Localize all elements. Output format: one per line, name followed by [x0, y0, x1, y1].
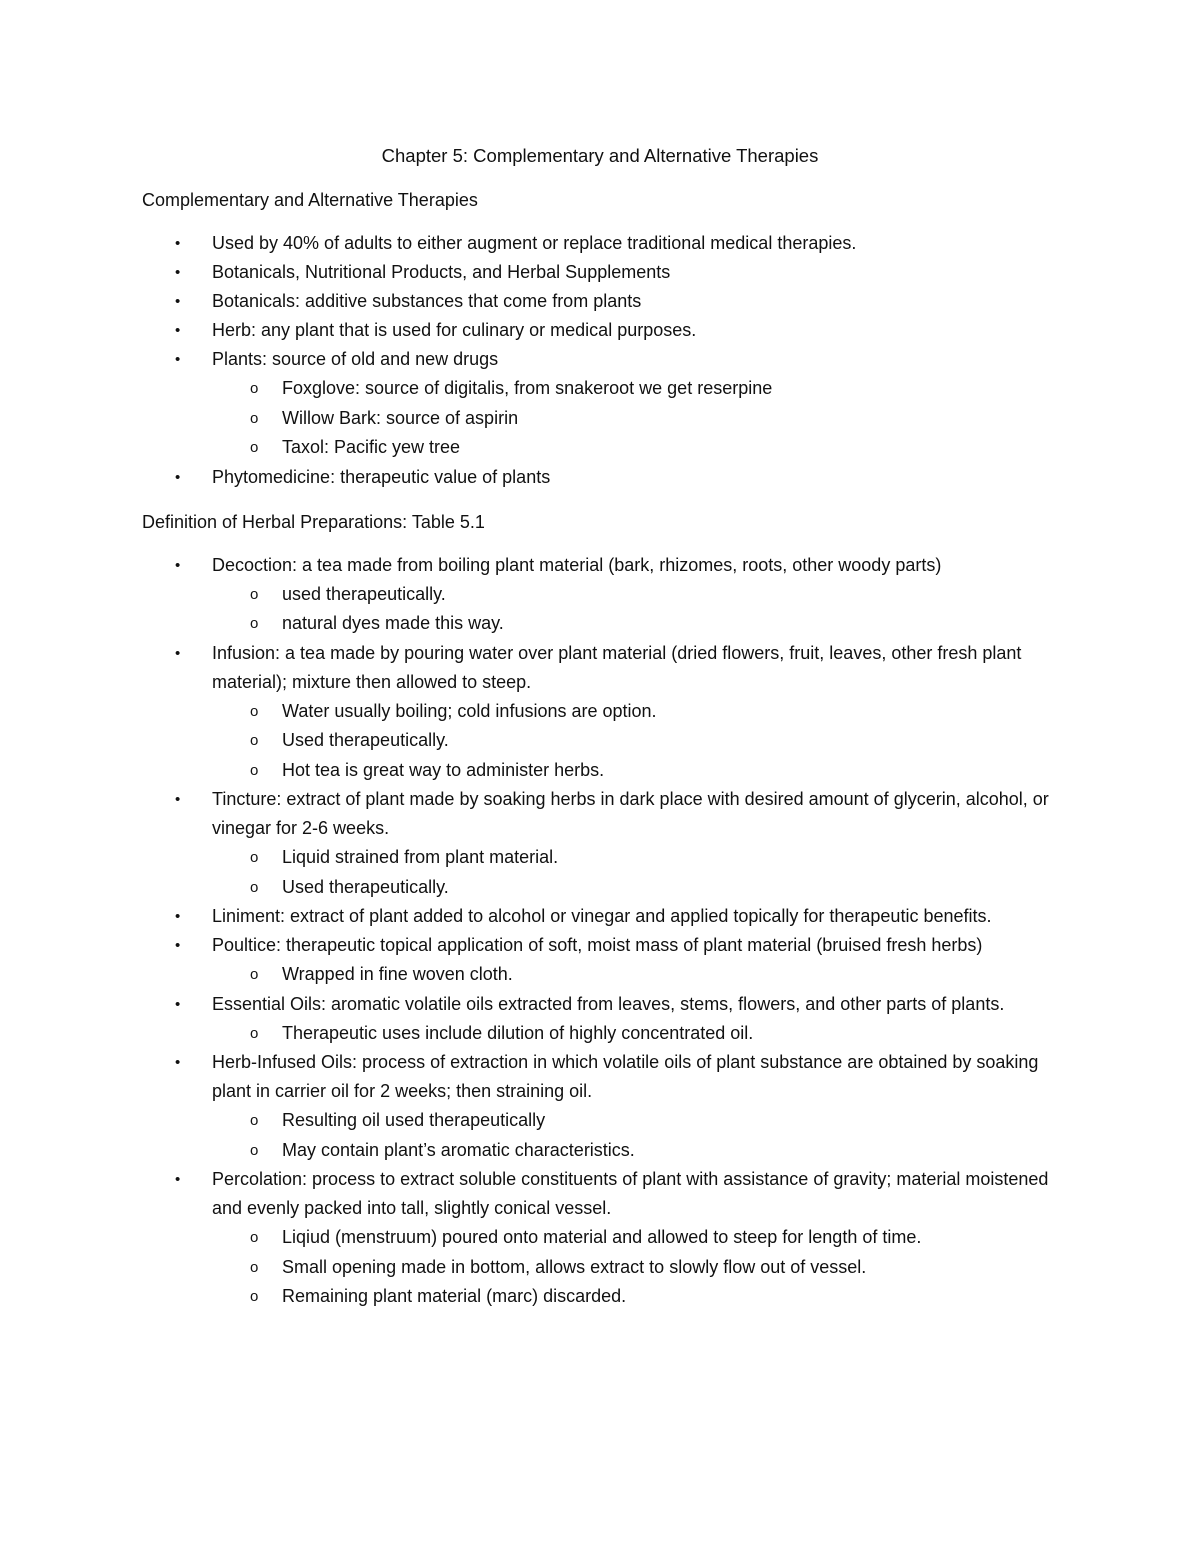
sub-list-item: [212, 843, 1062, 873]
list-item-text: Percolation: process to extract soluble constituents of plant with assistance of gravity; material moistened and evenly packed into tall, slightly conical vessel.: [212, 1169, 1049, 1218]
list-item: [142, 785, 1062, 902]
section-heading: Definition of Herbal Preparations: Table 5.1: [142, 511, 485, 532]
page-title: Chapter 5: Complementary and Alternative Therapies: [381, 145, 819, 166]
sub-list: [212, 374, 1062, 463]
bullet-marker: •: [175, 264, 181, 281]
sub-bullet-marker: o: [250, 380, 259, 397]
bullet-marker: •: [175, 293, 181, 310]
bullet-marker: •: [175, 322, 181, 339]
bullet-marker: •: [175, 995, 181, 1013]
sub-list-item-text: Foxglove: source of digitalis, from snakeroot we get reserpine: [282, 378, 773, 398]
list-item-text: Liniment: extract of plant added to alcohol or vinegar and applied topically for therapeutic benefits.: [212, 906, 992, 926]
bullet-marker: •: [175, 468, 181, 486]
document-body: [142, 186, 1062, 1312]
sub-list-item: [212, 609, 1062, 639]
list-item: [142, 551, 1062, 639]
sub-list-item: [212, 960, 1062, 990]
list-item-text: Herb: any plant that is used for culinary or medical purposes.: [212, 320, 697, 340]
list-item: [142, 463, 1062, 492]
list-item-text: Essential Oils: aromatic volatile oils extracted from leaves, stems, flowers, and other parts of plants.: [212, 993, 1005, 1014]
list-item-text: Infusion: a tea made by pouring water over plant material (dried flowers, fruit, leaves, other fresh plant material); mixture then allowed to steep.: [212, 642, 1022, 692]
sub-list-item-text: Small opening made in bottom, allows extract to slowly flow out of vessel.: [282, 1256, 867, 1277]
bullet-marker: •: [175, 1054, 181, 1071]
sub-list-item-text: Resulting oil used therapeutically: [282, 1110, 546, 1130]
sub-list-item: [212, 1019, 1062, 1049]
bullet-marker: •: [175, 908, 181, 925]
sub-list-item: [212, 580, 1062, 610]
sub-bullet-marker: o: [250, 1024, 259, 1042]
sub-bullet-marker: o: [250, 878, 259, 896]
sub-list-item-text: natural dyes made this way.: [282, 613, 504, 633]
list-item-text: Poultice: therapeutic topical application of soft, moist mass of plant material (bruised fresh herbs): [212, 935, 983, 955]
sub-list-item-text: Remaining plant material (marc) discarded.: [282, 1286, 627, 1306]
bullet-marker: •: [175, 235, 181, 252]
sub-bullet-marker: o: [250, 1258, 259, 1276]
list-item-text: Decoction: a tea made from boiling plant material (bark, rhizomes, roots, other woody parts): [212, 554, 942, 575]
sub-bullet-marker: o: [250, 1141, 259, 1159]
list-item: [142, 316, 1062, 345]
sub-bullet-marker: o: [250, 615, 259, 632]
sub-list: [212, 580, 1062, 639]
sub-list-item: [212, 1106, 1062, 1136]
sub-list-item-text: Taxol: Pacific yew tree: [282, 437, 461, 457]
sub-bullet-marker: o: [250, 732, 259, 749]
sub-bullet-marker: o: [250, 761, 259, 779]
bullet-list: [142, 229, 1062, 492]
sub-list-item: [212, 873, 1062, 903]
list-item-text: Herb-Infused Oils: process of extraction in which volatile oils of plant substance are obtained by soaking plant in carrier oil for 2 weeks; then straining oil.: [212, 1052, 1039, 1101]
list-item: [142, 258, 1062, 287]
sub-list-item-text: used therapeutically.: [282, 583, 446, 604]
sub-bullet-marker: o: [250, 585, 259, 603]
list-item-text: Tincture: extract of plant made by soaking herbs in dark place with desired amount of glycerin, alcohol, or vinegar for 2-6 weeks.: [212, 789, 1049, 838]
sub-list-item: [212, 1136, 1062, 1166]
sub-list-item-text: Used therapeutically.: [282, 730, 449, 750]
sub-bullet-marker: o: [250, 1288, 259, 1305]
sub-list: [212, 960, 1062, 990]
list-item: [142, 990, 1062, 1049]
bullet-marker: •: [175, 937, 181, 954]
bullet-marker: •: [175, 556, 181, 574]
bullet-marker: •: [175, 351, 181, 368]
sub-list-item: [212, 404, 1062, 434]
sub-list-item-text: Therapeutic uses include dilution of highly concentrated oil.: [282, 1022, 754, 1043]
list-item: [142, 345, 1062, 463]
sub-list-item: [212, 756, 1062, 786]
sub-list: [212, 843, 1062, 902]
bullet-marker: •: [175, 644, 181, 662]
sub-list-item-text: May contain plant’s aromatic characteristics.: [282, 1139, 635, 1160]
list-item: [142, 229, 1062, 258]
section-heading: Complementary and Alternative Therapies: [142, 190, 478, 210]
sub-list: [212, 697, 1062, 786]
sub-bullet-marker: o: [250, 702, 259, 720]
sub-list-item: [212, 374, 1062, 404]
list-item: [142, 1048, 1062, 1165]
list-item-text: Botanicals, Nutritional Products, and Herbal Supplements: [212, 262, 671, 282]
sub-bullet-marker: o: [250, 849, 259, 866]
list-item: [142, 931, 1062, 990]
list-item: [142, 1165, 1062, 1312]
sub-bullet-marker: o: [250, 1112, 259, 1129]
sub-list-item-text: Water usually boiling; cold infusions are option.: [282, 700, 657, 721]
sub-list-item-text: Wrapped in fine woven cloth.: [282, 964, 513, 984]
sub-bullet-marker: o: [250, 409, 259, 427]
sub-list: [212, 1223, 1062, 1312]
sub-list-item-text: Willow Bark: source of aspirin: [282, 407, 519, 428]
sub-bullet-marker: o: [250, 439, 259, 456]
sub-list-item: [212, 433, 1062, 463]
sub-list-item: [212, 1223, 1062, 1253]
list-item-text: Botanicals: additive substances that come from plants: [212, 291, 642, 311]
sub-list-item-text: Used therapeutically.: [282, 876, 449, 897]
sub-list-item: [212, 697, 1062, 727]
sub-list: [212, 1019, 1062, 1049]
sub-bullet-marker: o: [250, 966, 259, 983]
sub-list-item: [212, 1282, 1062, 1312]
list-item: [142, 639, 1062, 786]
bullet-list: [142, 551, 1062, 1312]
list-item-text: Used by 40% of adults to either augment or replace traditional medical therapies.: [212, 233, 857, 253]
bullet-marker: •: [175, 791, 181, 808]
sub-bullet-marker: o: [250, 1229, 259, 1246]
sub-list: [212, 1106, 1062, 1165]
list-item: [142, 287, 1062, 316]
sub-list-item: [212, 726, 1062, 756]
sub-list-item: [212, 1253, 1062, 1283]
sub-list-item-text: Hot tea is great way to administer herbs.: [282, 759, 605, 780]
list-item-text: Plants: source of old and new drugs: [212, 349, 499, 369]
sub-list-item-text: Liquid strained from plant material.: [282, 847, 559, 867]
bullet-marker: •: [175, 1171, 181, 1188]
list-item-text: Phytomedicine: therapeutic value of plants: [212, 466, 551, 487]
sub-list-item-text: Liqiud (menstruum) poured onto material and allowed to steep for length of time.: [282, 1227, 922, 1247]
list-item: [142, 902, 1062, 931]
